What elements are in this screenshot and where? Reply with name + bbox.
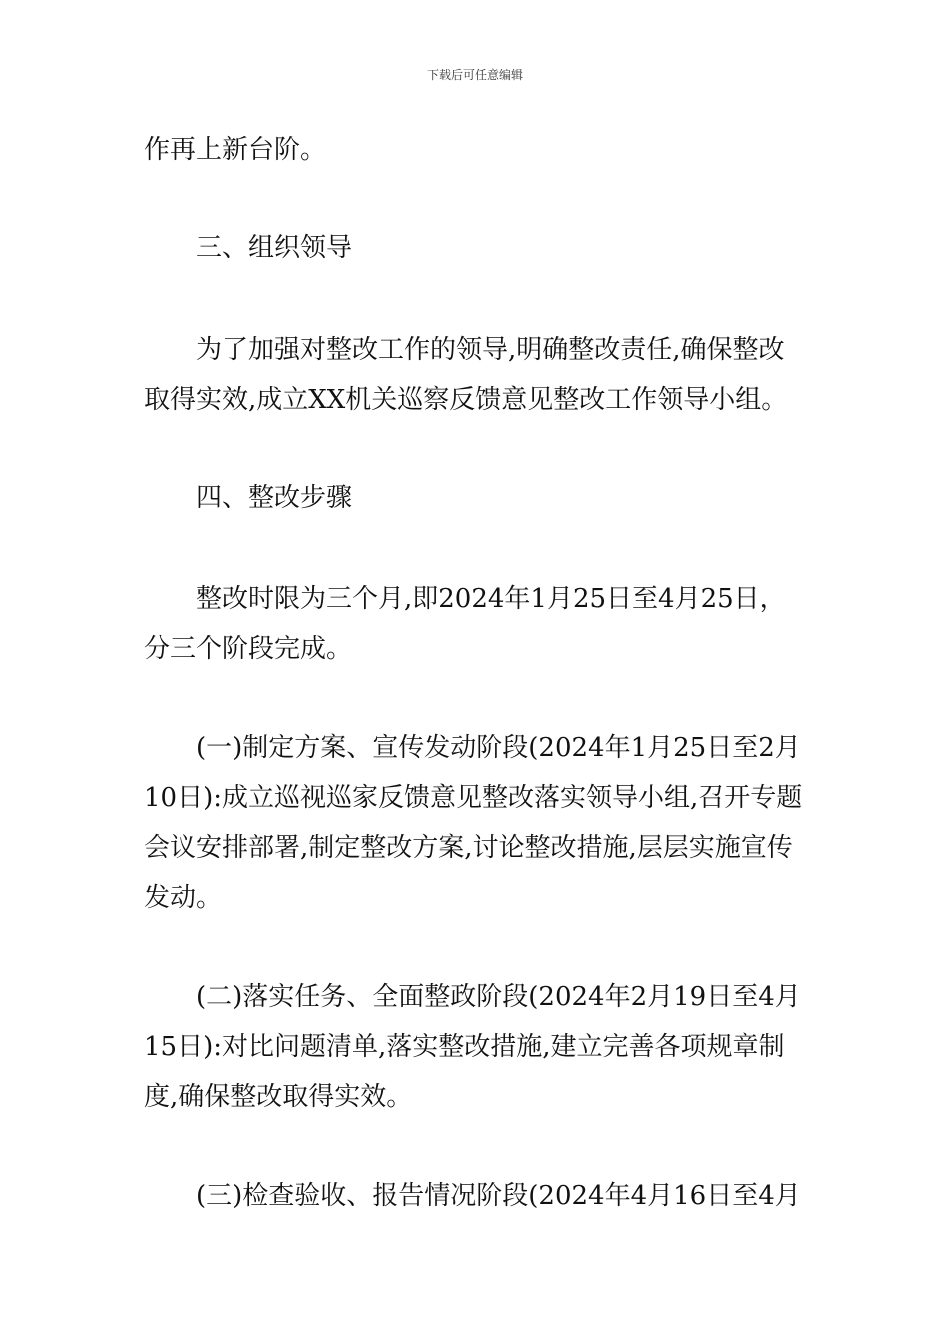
page-header: 下载后可任意编辑	[426, 68, 523, 82]
section-heading: 四、整改步骤	[196, 483, 353, 513]
paragraph-line: (一)制定方案、宣传发动阶段(2024年1月25日至2月	[196, 733, 801, 763]
paragraph-line: 分三个阶段完成。	[144, 634, 353, 664]
paragraph-line: 10日):成立巡视巡家反馈意见整改落实领导小组,召开专题	[144, 783, 803, 813]
paragraph-line: (二)落实任务、全面整政阶段(2024年2月19日至4月	[196, 982, 801, 1012]
paragraph-line: 取得实效,成立XX机关巡察反馈意见整改工作领导小组。	[144, 385, 788, 415]
paragraph-line: 发动。	[144, 883, 223, 913]
paragraph-line: (三)检查验收、报告情况阶段(2024年4月16日至4月	[196, 1181, 801, 1211]
paragraph-line: 为了加强对整改工作的领导,明确整改责任,确保整改	[196, 335, 785, 365]
paragraph-line: 度,确保整改取得实效。	[144, 1082, 413, 1112]
section-heading: 三、组织领导	[196, 233, 353, 263]
paragraph-line: 整改时限为三个月,即2024年1月25日至4月25日，	[196, 584, 786, 614]
paragraph-line: 作再上新台阶。	[144, 135, 327, 165]
paragraph-line: 会议安排部署,制定整改方案,讨论整改措施,层层实施宣传	[144, 833, 793, 863]
paragraph-line: 15日):对比问题清单,落实整改措施,建立完善各项规章制	[144, 1032, 785, 1062]
